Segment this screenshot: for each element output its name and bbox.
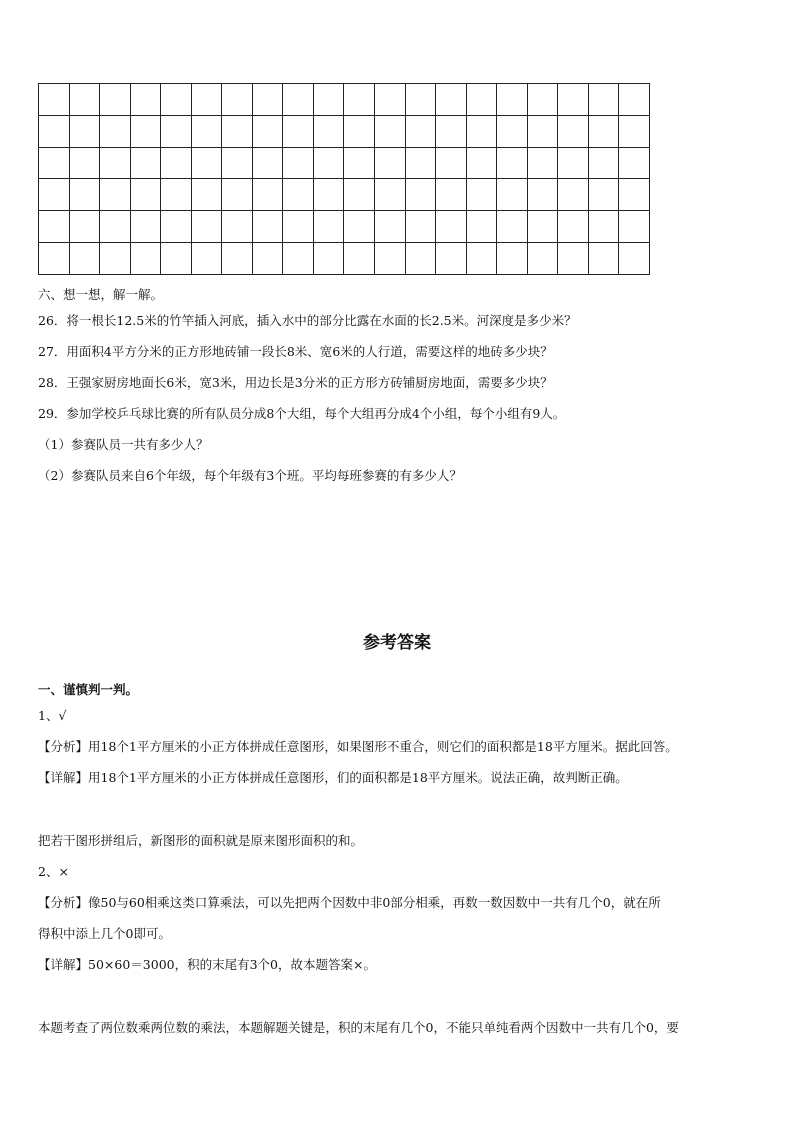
answer-2-note: 本题考查了两位数乘两位数的乘法，本题解题关键是，积的末尾有几个0，不能只单纯看两个因数中一共有几个0，要	[38, 1020, 679, 1035]
answers-section1-heading: 一、谨慎判一判。	[38, 682, 139, 697]
grid-cell	[344, 211, 375, 243]
grid-cell	[619, 147, 650, 179]
grid-cell	[313, 179, 344, 211]
grid-row	[39, 147, 650, 179]
question-29-2: （2）参赛队员来自6个年级，每个年级有3个班。平均每班参赛的有多少人？	[38, 468, 462, 483]
answer-2-detail: 【详解】50×60＝3000，积的末尾有3个0，故本题答案×。	[38, 957, 376, 972]
grid-cell	[527, 211, 558, 243]
grid-cell	[436, 179, 467, 211]
grid-cell	[466, 115, 497, 147]
grid-cell	[100, 147, 131, 179]
grid-cell	[558, 243, 589, 275]
grid-cell	[558, 115, 589, 147]
question-27: 27．用面积4平方分米的正方形地砖铺一段长8米、宽6米的人行道，需要这样的地砖多少块？	[38, 344, 553, 359]
grid-row	[39, 115, 650, 147]
grid-cell	[436, 211, 467, 243]
grid-cell	[588, 211, 619, 243]
grid-cell	[405, 115, 436, 147]
grid-cell	[375, 211, 406, 243]
grid-cell	[161, 84, 192, 116]
grid-cell	[405, 179, 436, 211]
grid-cell	[161, 115, 192, 147]
grid-cell	[619, 211, 650, 243]
grid-cell	[313, 211, 344, 243]
grid-cell	[69, 179, 100, 211]
grid-cell	[283, 211, 314, 243]
grid-cell	[252, 243, 283, 275]
grid-cell	[69, 211, 100, 243]
grid-cell	[191, 179, 222, 211]
grid-cell	[222, 179, 253, 211]
grid-cell	[222, 147, 253, 179]
grid-cell	[619, 115, 650, 147]
grid-cell	[497, 115, 528, 147]
grid-cell	[344, 115, 375, 147]
grid-cell	[619, 243, 650, 275]
grid-cell	[39, 115, 70, 147]
question-26: 26．将一根长12.5米的竹竿插入河底，插入水中的部分比露在水面的长2.5米。河深度是多少米？	[38, 313, 577, 328]
answer-2-analysis-line1: 【分析】像50与60相乘这类口算乘法，可以先把两个因数中非0部分相乘，再数一数因数中一共有几个0，就在所	[38, 895, 661, 910]
grid-cell	[191, 243, 222, 275]
grid-cell	[344, 243, 375, 275]
writing-grid	[38, 83, 650, 275]
grid-cell	[588, 243, 619, 275]
grid-cell	[130, 115, 161, 147]
grid-cell	[375, 147, 406, 179]
grid-cell	[497, 147, 528, 179]
answer-1-mark: 1、√	[38, 708, 67, 723]
grid-row	[39, 179, 650, 211]
grid-cell	[283, 115, 314, 147]
grid-cell	[222, 115, 253, 147]
grid-cell	[405, 211, 436, 243]
grid-cell	[252, 179, 283, 211]
grid-cell	[222, 211, 253, 243]
grid-cell	[161, 211, 192, 243]
grid-cell	[69, 243, 100, 275]
grid-cell	[39, 84, 70, 116]
answer-1-note: 把若干图形拼组后，新图形的面积就是原来图形面积的和。	[38, 833, 364, 848]
grid-cell	[161, 179, 192, 211]
grid-cell	[436, 84, 467, 116]
grid-cell	[161, 243, 192, 275]
grid-cell	[436, 115, 467, 147]
grid-cell	[252, 115, 283, 147]
grid-cell	[161, 147, 192, 179]
grid-cell	[558, 147, 589, 179]
grid-cell	[466, 211, 497, 243]
grid-cell	[375, 179, 406, 211]
grid-cell	[527, 115, 558, 147]
grid-cell	[588, 84, 619, 116]
grid-cell	[466, 243, 497, 275]
grid-cell	[252, 147, 283, 179]
grid-cell	[252, 84, 283, 116]
grid-cell	[497, 211, 528, 243]
grid-cell	[100, 84, 131, 116]
question-29-1: （1）参赛队员一共有多少人？	[38, 437, 209, 452]
grid-cell	[191, 211, 222, 243]
grid-cell	[527, 147, 558, 179]
grid-cell	[588, 179, 619, 211]
grid-cell	[252, 211, 283, 243]
grid-cell	[69, 147, 100, 179]
grid-cell	[619, 179, 650, 211]
grid-cell	[405, 243, 436, 275]
grid-cell	[222, 84, 253, 116]
grid-cell	[558, 84, 589, 116]
grid-cell	[527, 84, 558, 116]
grid-cell	[527, 243, 558, 275]
grid-cell	[405, 147, 436, 179]
grid-cell	[375, 243, 406, 275]
answer-1-detail: 【详解】用18个1平方厘米的小正方体拼成任意图形，们的面积都是18平方厘米。说法正确，故判断正确。	[38, 770, 628, 785]
grid-cell	[130, 147, 161, 179]
grid-cell	[39, 243, 70, 275]
grid-cell	[69, 115, 100, 147]
grid-cell	[283, 243, 314, 275]
grid-cell	[466, 179, 497, 211]
grid-cell	[588, 115, 619, 147]
grid-cell	[558, 211, 589, 243]
grid-cell	[466, 147, 497, 179]
answer-1-analysis: 【分析】用18个1平方厘米的小正方体拼成任意图形，如果图形不重合，则它们的面积都是18平方厘米。据此回答。	[38, 739, 678, 754]
grid-cell	[100, 115, 131, 147]
grid-cell	[313, 84, 344, 116]
grid-cell	[466, 84, 497, 116]
grid-cell	[344, 179, 375, 211]
grid-cell	[497, 84, 528, 116]
grid-cell	[375, 115, 406, 147]
grid-cell	[130, 243, 161, 275]
grid-row	[39, 211, 650, 243]
answers-title: 参考答案	[363, 633, 431, 653]
grid-cell	[130, 179, 161, 211]
grid-cell	[39, 147, 70, 179]
grid-cell	[405, 84, 436, 116]
question-29: 29．参加学校乒乓球比赛的所有队员分成8个大组，每个大组再分成4个小组，每个小组有9人。	[38, 406, 566, 421]
grid-cell	[191, 84, 222, 116]
grid-cell	[497, 243, 528, 275]
grid-cell	[527, 179, 558, 211]
grid-cell	[313, 115, 344, 147]
grid-cell	[283, 84, 314, 116]
grid-cell	[100, 243, 131, 275]
answer-2-analysis-line2: 得积中添上几个0即可。	[38, 926, 171, 941]
grid-cell	[375, 84, 406, 116]
grid-cell	[222, 243, 253, 275]
grid-cell	[283, 147, 314, 179]
answer-2-mark: 2、×	[38, 864, 69, 879]
grid-cell	[69, 84, 100, 116]
grid-cell	[130, 84, 161, 116]
grid-cell	[588, 147, 619, 179]
grid-cell	[100, 211, 131, 243]
grid-cell	[436, 147, 467, 179]
grid-row	[39, 243, 650, 275]
grid-cell	[497, 179, 528, 211]
grid-cell	[313, 243, 344, 275]
grid-cell	[100, 179, 131, 211]
grid-cell	[619, 84, 650, 116]
grid-cell	[39, 211, 70, 243]
grid-cell	[313, 147, 344, 179]
grid-cell	[130, 211, 161, 243]
grid-cell	[191, 115, 222, 147]
grid-cell	[191, 147, 222, 179]
grid-cell	[436, 243, 467, 275]
grid-row	[39, 84, 650, 116]
question-28: 28．王强家厨房地面长6米，宽3米，用边长是3分米的正方形方砖铺厨房地面，需要多少块？	[38, 375, 553, 390]
grid-cell	[344, 84, 375, 116]
grid-cell	[39, 179, 70, 211]
grid-cell	[558, 179, 589, 211]
section6-heading: 六、想一想，解一解。	[38, 287, 164, 302]
grid-cell	[344, 147, 375, 179]
grid-cell	[283, 179, 314, 211]
